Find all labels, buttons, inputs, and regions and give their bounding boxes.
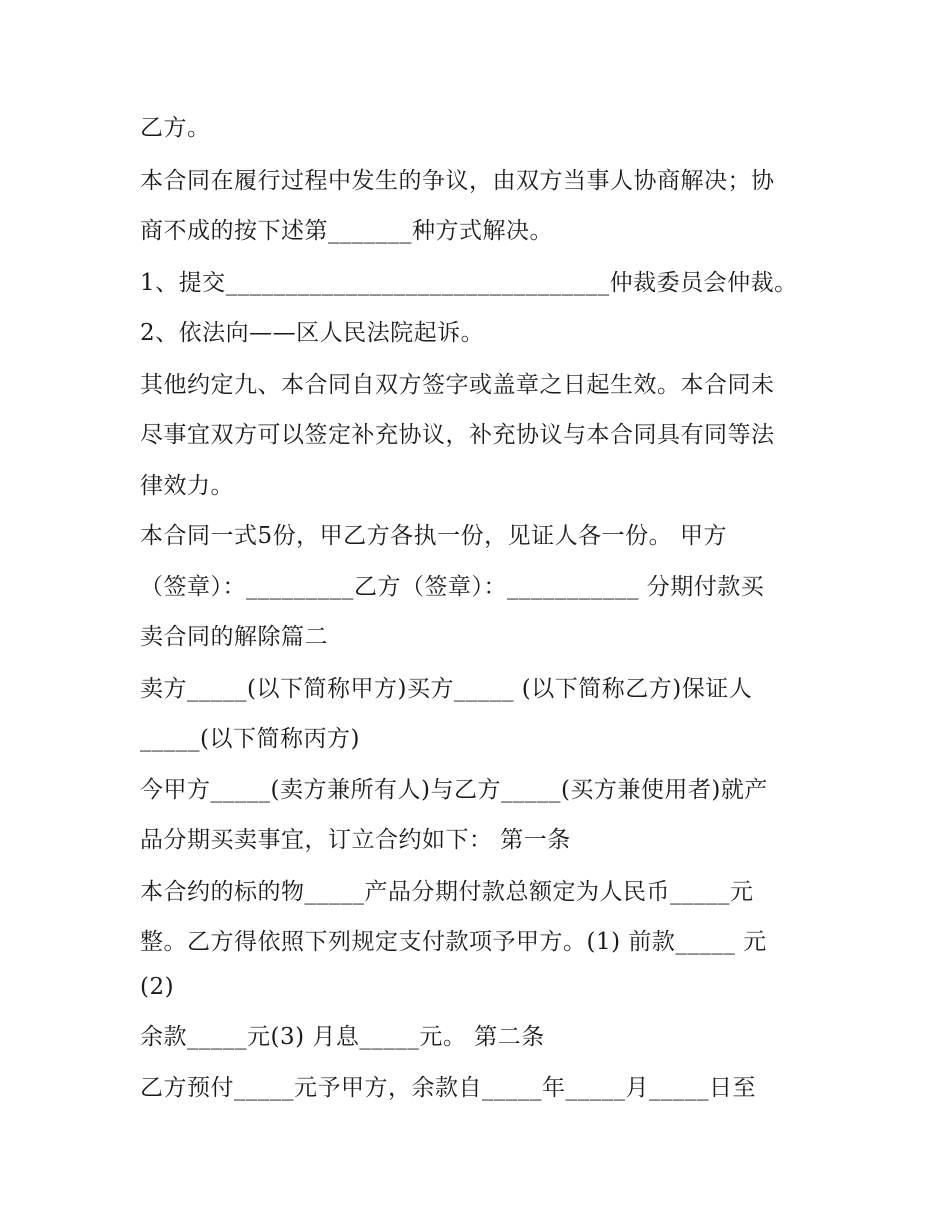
text-line: 其他约定九、本合同自双方签字或盖章之日起生效。本合同未 — [140, 372, 775, 398]
text-line: 乙方。 — [140, 115, 211, 141]
text-line: 余款_____元(3) 月息_____元。 第二条 — [140, 1024, 545, 1050]
text-line: 律效力。 — [140, 473, 234, 499]
text-line: 本合同一式5份，甲乙方各执一份，见证人各一份。 甲方 — [140, 523, 727, 549]
text-line: 卖方_____(以下简称甲方)买方_____ (以下简称乙方)保证人 — [140, 676, 753, 702]
text-line: 卖合同的解除篇二 — [140, 624, 328, 650]
text-line: 品分期买卖事宜，订立合约如下： 第一条 — [140, 827, 571, 853]
text-line: _____(以下简称丙方) — [140, 726, 360, 752]
text-line: 尽事宜双方可以签定补充协议，补充协议与本合同具有同等法 — [140, 422, 775, 448]
text-line: 2、依法向——区人民法院起诉。 — [140, 320, 485, 346]
text-line: 乙方预付_____元予甲方，余款自_____年_____月_____日至 — [140, 1075, 756, 1101]
text-line: 1、提交________________________________仲裁委员会仲裁。 — [140, 270, 798, 296]
text-line: 今甲方_____(卖方兼所有人)与乙方_____(买方兼使用者)就产 — [140, 777, 768, 803]
text-line: 本合约的标的物_____产品分期付款总额定为人民币_____元 — [140, 879, 754, 905]
text-line: (2) — [140, 974, 175, 1000]
text-line: 整。乙方得依照下列规定支付款项予甲方。(1) 前款_____ 元 — [140, 929, 767, 955]
text-line: （签章）：_________乙方（签章）：___________ 分期付款买 — [140, 574, 765, 600]
text-line: 商不成的按下述第_______种方式解决。 — [140, 218, 553, 244]
text-line: 本合同在履行过程中发生的争议，由双方当事人协商解决；协 — [140, 168, 775, 194]
